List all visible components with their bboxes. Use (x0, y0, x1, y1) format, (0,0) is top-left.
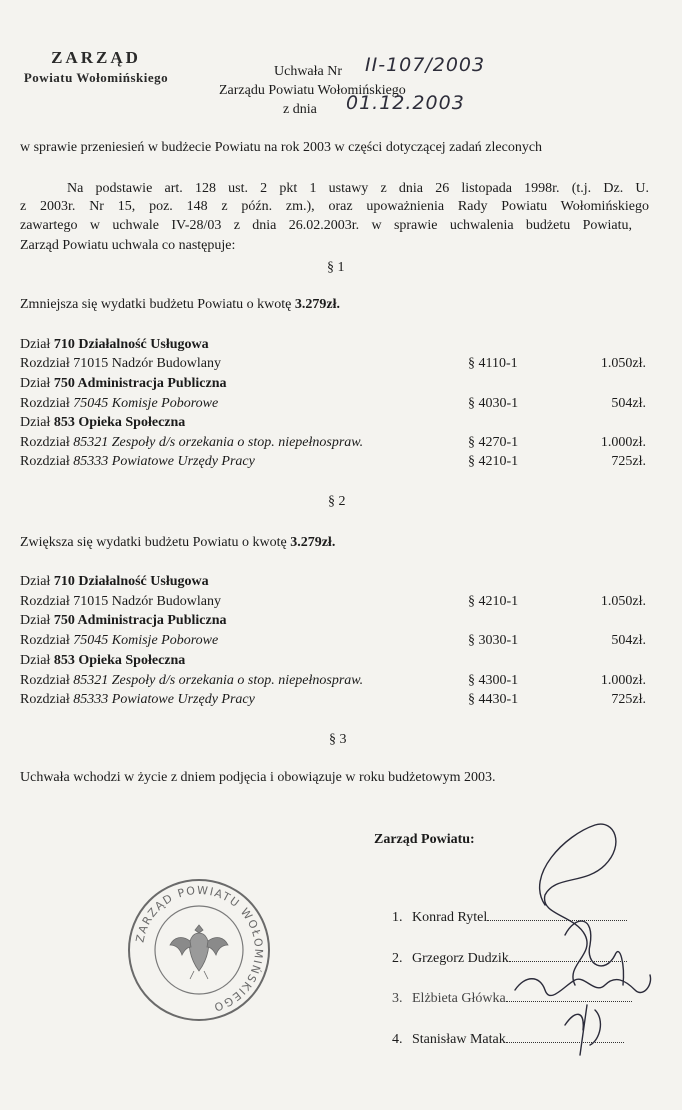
member-num: 1. (392, 910, 403, 925)
section3-heading: § 3 (329, 732, 347, 747)
s1-amount-85321: 1.000zł. (600, 435, 646, 450)
s2-rozdzial-85333 (20, 692, 255, 708)
s2-rozdzial-75045 (20, 633, 218, 649)
signature-1 (540, 824, 616, 985)
s2-rozdzial-85321 (20, 673, 363, 689)
dzial-prefix: Dział (20, 653, 54, 668)
title-line3: z dnia (283, 102, 317, 117)
s1-rozdzial-75045 (20, 396, 218, 412)
rozdzial-name: 75045 Komisje Poborowe (73, 396, 219, 411)
preamble-line1: Na podstawie art. 128 ust. 2 pkt 1 ustawy z dnia 26 listopada 1998r. (t.j. Dz. U. (67, 181, 649, 196)
signature-4 (565, 1005, 600, 1055)
member-num: 2. (392, 951, 403, 966)
s2-amount-85321: 1.000zł. (600, 673, 646, 688)
dzial-prefix: Dział (20, 337, 54, 352)
signature-2 (565, 921, 623, 985)
s1-rozdzial-71015: Rozdział 71015 Nadzór Budowlany (20, 356, 222, 371)
s2-paragraph-71015: § 4210-1 (468, 594, 519, 609)
s2-dzial-710 (20, 574, 209, 590)
section1-heading: § 1 (327, 260, 345, 275)
rozdzial-prefix: Rozdział (20, 633, 74, 648)
s2-dzial-853 (20, 653, 185, 669)
resolution-number: II-107/2003 (365, 54, 486, 76)
title-line2: Zarządu Powiatu Wołomińskiego (219, 83, 406, 98)
s1-dzial-710 (20, 337, 209, 353)
title-line1 (274, 64, 342, 80)
rozdzial-name: 85333 Powiatowe Urzędy Pracy (73, 692, 255, 707)
seal-text: ZARZĄD POWIATU WOŁOMIŃSKIEGO (133, 883, 266, 1015)
section2-heading: § 2 (328, 494, 346, 509)
board-heading: Zarząd Powiatu: (374, 832, 475, 847)
issuer-stamp (8, 48, 184, 86)
s1-paragraph-85333: § 4210-1 (468, 454, 519, 469)
issuer-stamp-line2: Powiatu Wołomińskiego (23, 70, 169, 85)
section1-intro-text: Zmniejsza się wydatki budżetu Powiatu o kwotę (20, 297, 295, 312)
member-num: 4. (392, 1032, 403, 1047)
section2-intro (20, 535, 335, 551)
signatures (505, 815, 665, 1055)
dzial-name: 710 Działalność Usługowa (53, 574, 209, 589)
signature-3 (515, 975, 651, 995)
s1-paragraph-71015: § 4110-1 (468, 356, 518, 371)
s2-amount-71015: 1.050zł. (600, 594, 646, 609)
dzial-name: 853 Opieka Społeczna (53, 415, 186, 430)
rozdzial-prefix: Rozdział (20, 396, 74, 411)
member-name: Konrad Rytel (412, 910, 488, 925)
s1-rozdzial-85333 (20, 454, 255, 470)
dzial-prefix: Dział (20, 376, 54, 391)
rozdzial-name: 85321 Zespoły d/s orzekania o stop. niepełnospraw. (73, 435, 364, 450)
subject: w sprawie przeniesień w budżecie Powiatu na rok 2003 w części dotyczącej zadań zleconych (20, 140, 543, 155)
member-name: Grzegorz Dudzik (412, 951, 509, 966)
s1-paragraph-85321: § 4270-1 (468, 435, 519, 450)
preamble-line2: z 2003r. Nr 15, poz. 148 z późn. zm.), oraz upoważnienia Rady Powiatu Wołomińskiego (20, 199, 649, 214)
s1-dzial-750 (20, 376, 227, 392)
s2-amount-85333: 725zł. (611, 692, 646, 707)
member-name: Elżbieta Główka (412, 991, 506, 1006)
s2-paragraph-85321: § 4300-1 (468, 673, 519, 688)
rozdzial-prefix: Rozdział (20, 454, 74, 469)
dzial-name: 710 Działalność Usługowa (53, 337, 209, 352)
s1-amount-85333: 725zł. (611, 454, 646, 469)
s2-amount-75045: 504zł. (611, 633, 646, 648)
s1-rozdzial-85321 (20, 435, 363, 451)
section3-text: Uchwała wchodzi w życie z dniem podjęcia i obowiązuje w roku budżetowym 2003. (20, 770, 496, 785)
dzial-prefix: Dział (20, 613, 54, 628)
section2-intro-text: Zwiększa się wydatki budżetu Powiatu o kwotę (20, 535, 291, 550)
eagle-icon (170, 925, 228, 979)
preamble-line4: Zarząd Powiatu uchwala co następuje: (20, 238, 236, 253)
s1-paragraph-75045: § 4030-1 (468, 396, 519, 411)
member-num: 3. (392, 991, 403, 1006)
s2-dzial-750 (20, 613, 227, 629)
dzial-prefix: Dział (20, 415, 54, 430)
s1-dzial-853 (20, 415, 185, 431)
title-label: Uchwała Nr (274, 64, 343, 79)
round-seal (124, 875, 274, 1025)
s2-rozdzial-71015: Rozdział 71015 Nadzór Budowlany (20, 594, 222, 609)
s1-amount-75045: 504zł. (611, 396, 646, 411)
rozdzial-prefix: Rozdział (20, 673, 74, 688)
dzial-name: 750 Administracja Publiczna (53, 613, 227, 628)
rozdzial-prefix: Rozdział (20, 435, 74, 450)
preamble-line3: zawartego w uchwale IV-28/03 z dnia 26.02.2003r. w sprawie uchwalenia budżetu Powiatu, (20, 218, 632, 233)
rozdzial-name: 75045 Komisje Poborowe (73, 633, 219, 648)
dzial-prefix: Dział (20, 574, 54, 589)
s2-paragraph-85333: § 4430-1 (468, 692, 519, 707)
rozdzial-name: 85321 Zespoły d/s orzekania o stop. niepełnospraw. (73, 673, 364, 688)
s1-amount-71015: 1.050zł. (600, 356, 646, 371)
issuer-stamp-line1: ZARZĄD (51, 48, 141, 67)
section2-intro-amount: 3.279zł. (290, 535, 336, 550)
dzial-name: 750 Administracja Publiczna (53, 376, 227, 391)
dzial-name: 853 Opieka Społeczna (53, 653, 186, 668)
resolution-date: 01.12.2003 (346, 92, 465, 114)
section1-intro-amount: 3.279zł. (294, 297, 340, 312)
member-name: Stanisław Matak (412, 1032, 506, 1047)
s2-paragraph-75045: § 3030-1 (468, 633, 519, 648)
rozdzial-name: 85333 Powiatowe Urzędy Pracy (73, 454, 255, 469)
rozdzial-prefix: Rozdział (20, 692, 74, 707)
section1-intro (20, 297, 340, 313)
